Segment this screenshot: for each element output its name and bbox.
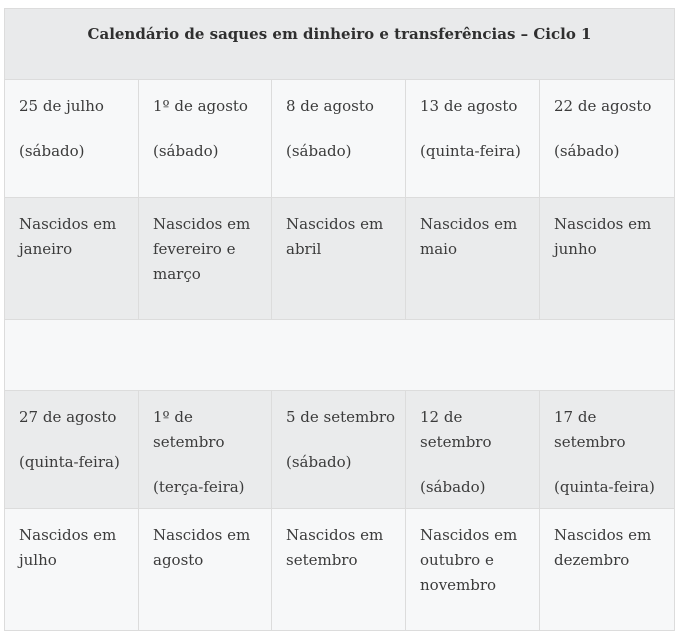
born-cell: Nascidos em abril (272, 198, 406, 320)
date-cell (406, 80, 540, 198)
born-row (5, 198, 675, 320)
date-cell (272, 80, 406, 198)
weekday-text: (sábado) (153, 142, 219, 160)
weekday-text: (sábado) (19, 142, 85, 160)
date-text: 22 de agosto (554, 97, 652, 115)
date-text: 25 de julho (19, 97, 104, 115)
date-text: 5 de setembro (286, 408, 396, 426)
weekday-text: (sábado) (554, 142, 620, 160)
born-cell: Nascidos em agosto (139, 509, 272, 631)
born-cell: Nascidos em junho (540, 198, 675, 320)
date-text: 13 de agosto (420, 97, 518, 115)
date-cell (5, 80, 139, 198)
weekday-text: (quinta-feira) (420, 142, 521, 160)
date-text: 8 de agosto (286, 97, 374, 115)
table-title: Calendário de saques em dinheiro e transferências – Ciclo 1 (87, 25, 592, 43)
born-cell: Nascidos em julho (5, 509, 139, 631)
date-cell (540, 80, 675, 198)
date-cell (139, 80, 272, 198)
date-cell (406, 391, 540, 509)
weekday-text: (quinta-feira) (19, 453, 120, 471)
date-text: 12 de setembro (420, 408, 492, 451)
born-cell: Nascidos em dezembro (540, 509, 675, 631)
date-cell (5, 391, 139, 509)
date-row (5, 80, 675, 198)
date-cell (139, 391, 272, 509)
date-text: 1º de agosto (153, 97, 248, 115)
weekday-text: (quinta-feira) (554, 478, 655, 496)
weekday-text: (sábado) (420, 478, 486, 496)
weekday-text: (terça-feira) (153, 478, 245, 496)
born-cell: Nascidos em outubro e novembro (406, 509, 540, 631)
date-text: 1º de setembro (153, 408, 225, 451)
born-cell: Nascidos em maio (406, 198, 540, 320)
born-cell: Nascidos em janeiro (5, 198, 139, 320)
title-row (5, 9, 675, 80)
weekday-text: (sábado) (286, 142, 352, 160)
born-cell: Nascidos em fevereiro e março (139, 198, 272, 320)
date-text: 17 de setembro (554, 408, 626, 451)
title-cell (5, 9, 675, 80)
date-cell (540, 391, 675, 509)
date-text: 27 de agosto (19, 408, 117, 426)
date-cell (272, 391, 406, 509)
spacer-cell (5, 320, 675, 391)
date-row (5, 391, 675, 509)
born-row (5, 509, 675, 631)
spacer-row (5, 320, 675, 391)
born-cell: Nascidos em setembro (272, 509, 406, 631)
weekday-text: (sábado) (286, 453, 352, 471)
withdrawal-calendar-table (4, 8, 675, 631)
